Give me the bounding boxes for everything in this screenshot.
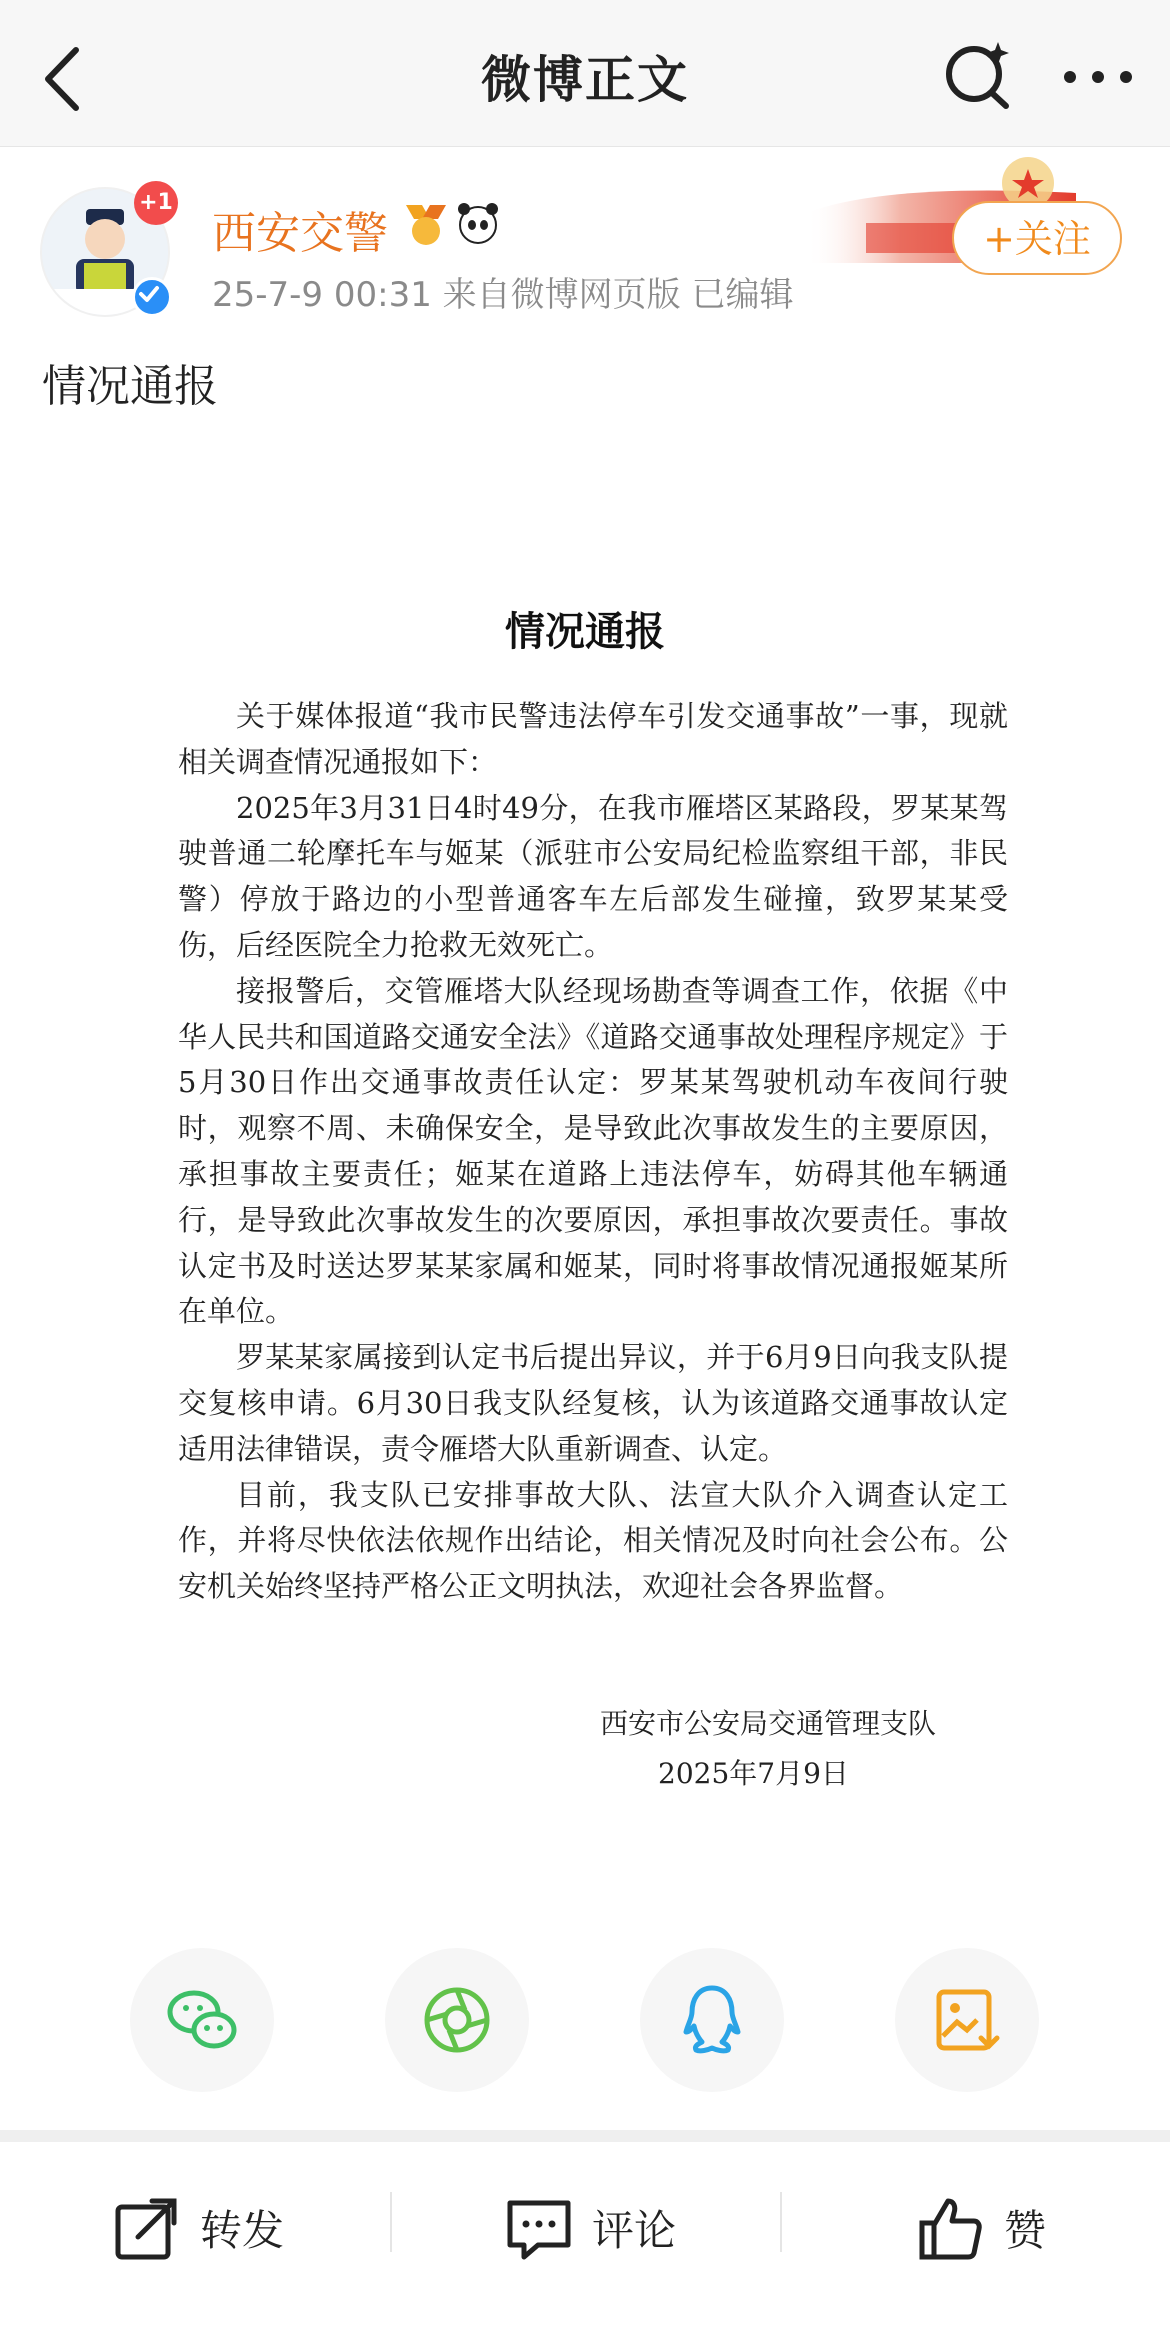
author-row [0, 147, 1170, 337]
document-paragraph: 罗某某家属接到认定书后提出异议，并于6月9日向我支队提交复核申请。6月30日我支队经复核，认为该道路交通事故认定适用法律错误，责令雁塔大队重新调查、认定。 [178, 1340, 1008, 1466]
bar-separator [390, 2192, 392, 2252]
more-dots-icon[interactable] [1058, 52, 1138, 102]
share-row [0, 1940, 1170, 2100]
document-body [178, 694, 1008, 1610]
avatar-notification-badge: +1 [134, 181, 178, 225]
verified-icon [132, 277, 172, 317]
signature-organization: 西安市公安局交通管理支队 [600, 1707, 937, 1740]
save-image-icon [927, 1980, 1007, 2060]
save-image-button[interactable] [895, 1948, 1039, 2092]
search-spark-icon[interactable] [940, 36, 1016, 112]
document-paragraph: 目前，我支队已安排事故大队、法宣大队介入调查认定工作，并将尽快依法依规作出结论，相关情况及时向社会公布。公安机关始终坚持严格公正文明执法，欢迎社会各界监督。 [178, 1477, 1008, 1604]
repost-icon [112, 2193, 182, 2263]
repost-button[interactable] [112, 2188, 284, 2268]
like-label: 赞 [1004, 2206, 1047, 2255]
bottom-action-bar [0, 2142, 1170, 2329]
like-button[interactable] [916, 2188, 1046, 2268]
comment-label: 评论 [592, 2206, 677, 2255]
document-paragraph: 2025年3月31日4时49分，在我市雁塔区某路段，罗某某驾驶普通二轮摩托车与姬某（派驻市公安局纪检监察组干部，非民警）停放于路边的小型普通客车左后部发生碰撞，致罗某某受伤，后经医院全力抢救无效死亡。 [178, 790, 1008, 962]
gold-medal-icon [406, 205, 446, 245]
wechat-icon [162, 1980, 242, 2060]
page-title: 微博正文 [481, 51, 689, 109]
qq-icon [672, 1980, 752, 2060]
follow-button[interactable]: +关注 [952, 201, 1122, 275]
author-badges [402, 199, 502, 249]
document-title: 情况通报 [505, 608, 665, 655]
panda-icon [458, 203, 498, 243]
share-wechat-button[interactable] [130, 1948, 274, 2092]
post-meta: 25-7-9 00:31 来自微博网页版 已编辑 [212, 275, 794, 315]
repost-label: 转发 [200, 2206, 285, 2255]
signature-date: 2025年7月9日 [658, 1757, 849, 1790]
share-moments-button[interactable] [385, 1948, 529, 2092]
post-text: 情况通报 [42, 361, 218, 412]
document-paragraph: 关于媒体报道“我市民警违法停车引发交通事故”一事，现就相关调查情况通报如下： [178, 699, 1008, 779]
author-name[interactable]: 西安交警 [212, 208, 388, 259]
section-divider [0, 2130, 1170, 2142]
bar-separator [780, 2192, 782, 2252]
comment-icon [504, 2193, 574, 2263]
comment-button[interactable] [504, 2188, 676, 2268]
moments-icon [417, 1980, 497, 2060]
document-paragraph: 接报警后，交管雁塔大队经现场勘查等调查工作，依据《中华人民共和国道路交通安全法》《道路交通事故处理程序规定》于5月30日作出交通事故责任认定：罗某某驾驶机动车夜间行驶时，观察不周、未确保安全，是导致此次事故发生的主要原因，承担事故主要责任；姬某在道路上违法停车，妨碍其他车辆通行，是导致此次事故发生的次要原因，承担事故次要责任。事故认定书及时送达罗某某家属和姬某，同时将事故情况通报姬某所在单位。 [178, 973, 1008, 1329]
top-nav-bar [0, 0, 1170, 147]
thumbs-up-icon [916, 2193, 986, 2263]
share-qq-button[interactable] [640, 1948, 784, 2092]
